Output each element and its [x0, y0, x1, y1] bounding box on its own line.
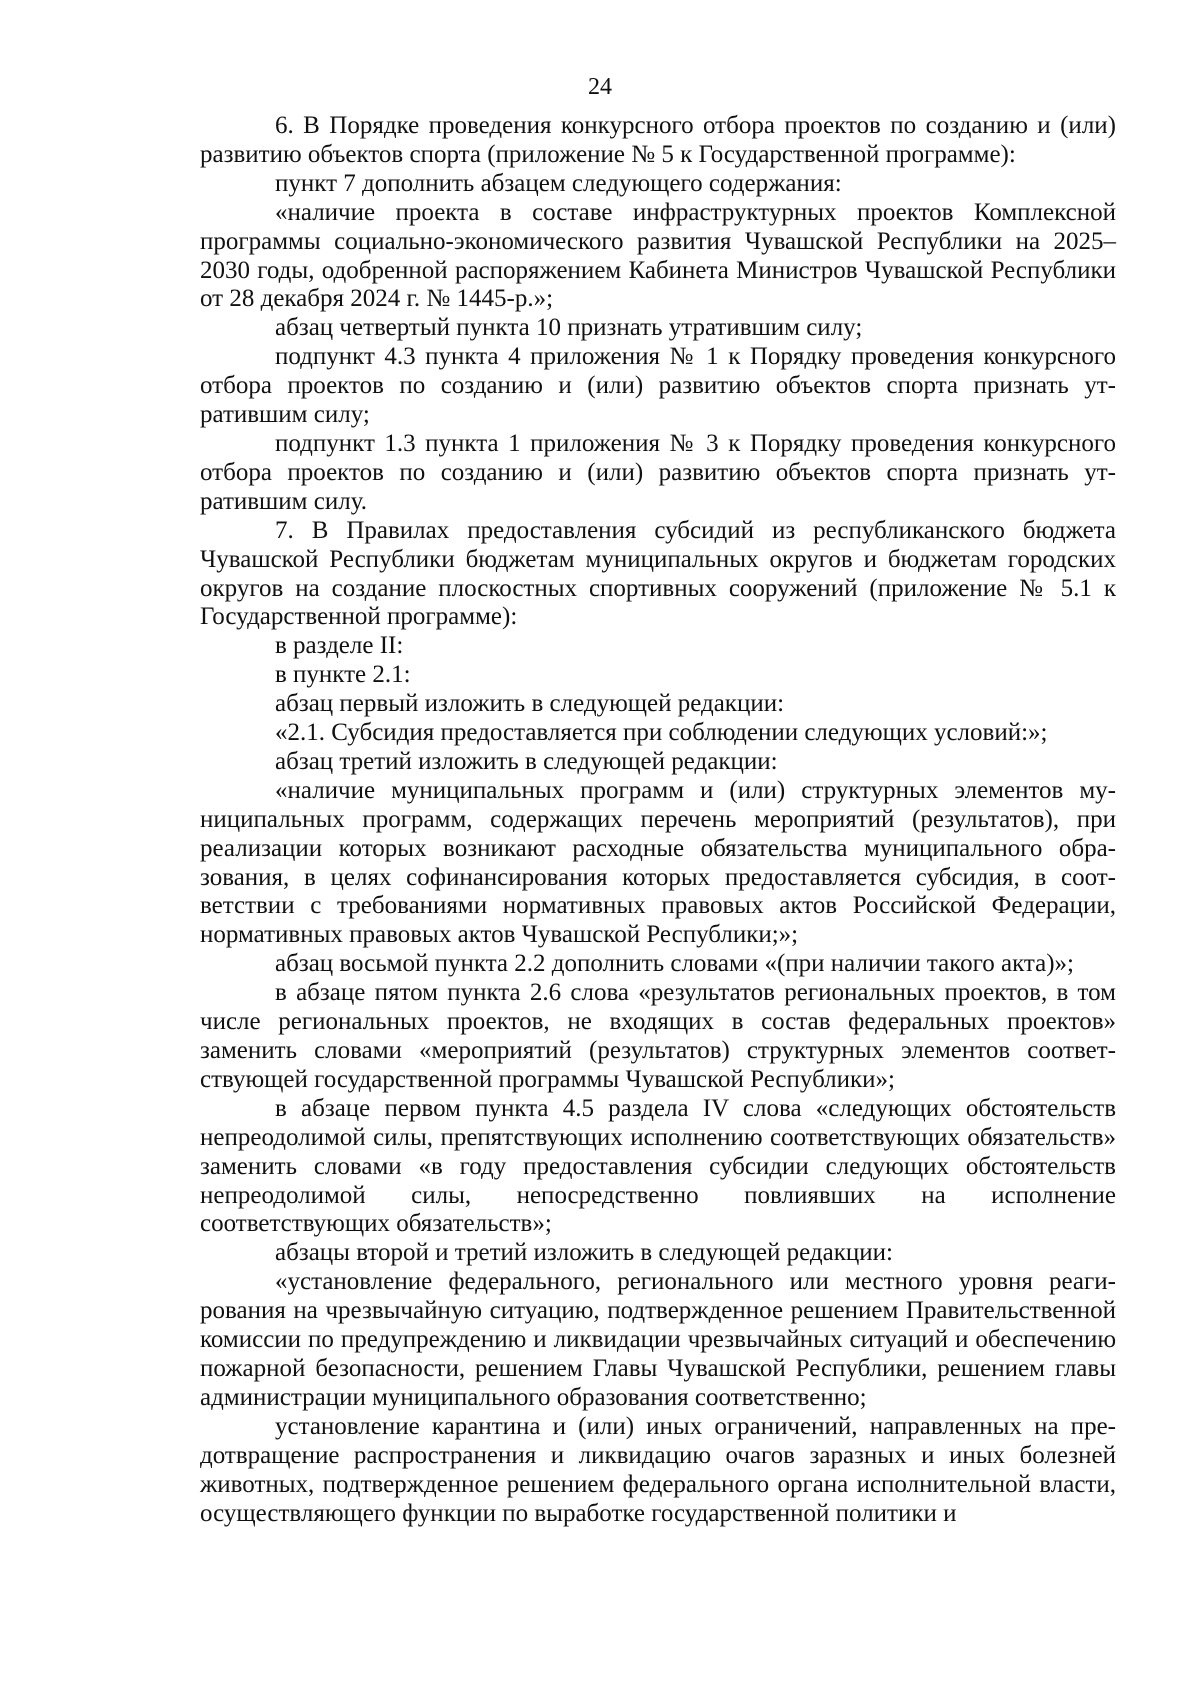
paragraph: абзац четвертый пункта 10 признать утратившим силу;: [275, 314, 863, 342]
paragraph: абзац восьмой пункта 2.2 дополнить словами «(при наличии такого акта)»;: [275, 950, 1074, 978]
paragraph: в абзаце пятом пункта 2.6 слова «результатов региональных проектов, в том числе региональных проектов, не входящих в состав федеральных проектов» заменить словами «мероприятий (результатов) структурных элементов соответствующей государственной программы Чувашской Республики»;: [200, 979, 1116, 1093]
paragraph: «установление федерального, регионального или местного уровня реагирования на чрезвычайную ситуацию, подтвержденное решением Правительственной комиссии по предупреждению и ликвидации чрезвычайных ситуаций и обеспечению пожарной безопасности, решением Главы Чувашской Республики, решением главы администрации муниципального образования соответственно;: [200, 1268, 1116, 1411]
paragraph: «наличие муниципальных программ и (или) структурных элементов муниципальных программ, содержащих перечень мероприятий (результатов), при реализации которых возникают расходные обязательства муниципального образования, в целях софинансирования которых предоставляется субсидия, в соответствии с требованиями нормативных правовых актов Российской Федерации, нормативных правовых актов Чувашской Республики;»;: [200, 776, 1116, 949]
paragraph: пункт 7 дополнить абзацем следующего содержания:: [275, 169, 842, 197]
paragraph: в разделе II:: [275, 632, 404, 660]
paragraph: в пункте 2.1:: [275, 661, 411, 689]
paragraph: абзац первый изложить в следующей редакции:: [275, 690, 785, 718]
paragraph-6-intro: 6. В Порядке проведения конкурсного отбора проектов по созданию и (или) развитию объектов спорта (приложение № 5 к Государственной программе):: [200, 112, 1116, 168]
paragraph: абзацы второй и третий изложить в следующей редакции:: [275, 1239, 893, 1267]
document-body: [200, 112, 1116, 1528]
paragraph: абзац третий изложить в следующей редакции:: [275, 747, 778, 775]
page-number: 24: [588, 74, 612, 100]
paragraph-7-intro: 7. В Правилах предоставления субсидий из республиканского бюджета Чувашской Республики бюджетам муниципальных округов и бюджетам городских округов на создание плоскостных спортивных сооружений (приложение № 5.1 к Государственной программе):: [200, 516, 1116, 631]
paragraph: «2.1. Субсидия предоставляется при соблюдении следующих условий:»;: [275, 719, 1048, 747]
paragraph: установление карантина и (или) иных ограничений, направленных на предотвращение распространения и ликвидацию очагов заразных и иных болезней животных, подтвержденное решением федерального органа исполнительной власти, осуществляющего функции по выработке государственной политики и: [200, 1412, 1116, 1527]
paragraph: «наличие проекта в составе инфраструктурных проектов Комплексной программы социально-экономического развития Чувашской Республики на 2025–2030 годы, одобренной распоряжением Кабинета Министров Чувашской Республики от 28 декабря 2024 г. № 1445-р.»;: [200, 198, 1116, 313]
paragraph: в абзаце первом пункта 4.5 раздела IV слова «следующих обстоятельств непреодолимой силы, препятствующих исполнению соответствующих обязательств» заменить словами «в году предоставления субсидии следующих обстоятельств непреодолимой силы, непосредственно повлиявших на исполнение соответствующих обязательств»;: [200, 1094, 1116, 1238]
paragraph: подпункт 4.3 пункта 4 приложения № 1 к Порядку проведения конкурсного отбора проектов по созданию и (или) развитию объектов спорта признать утратившим силу;: [200, 343, 1116, 429]
paragraph: подпункт 1.3 пункта 1 приложения № 3 к Порядку проведения конкурсного отбора проектов по созданию и (или) развитию объектов спорта признать утратившим силу.: [200, 429, 1116, 515]
